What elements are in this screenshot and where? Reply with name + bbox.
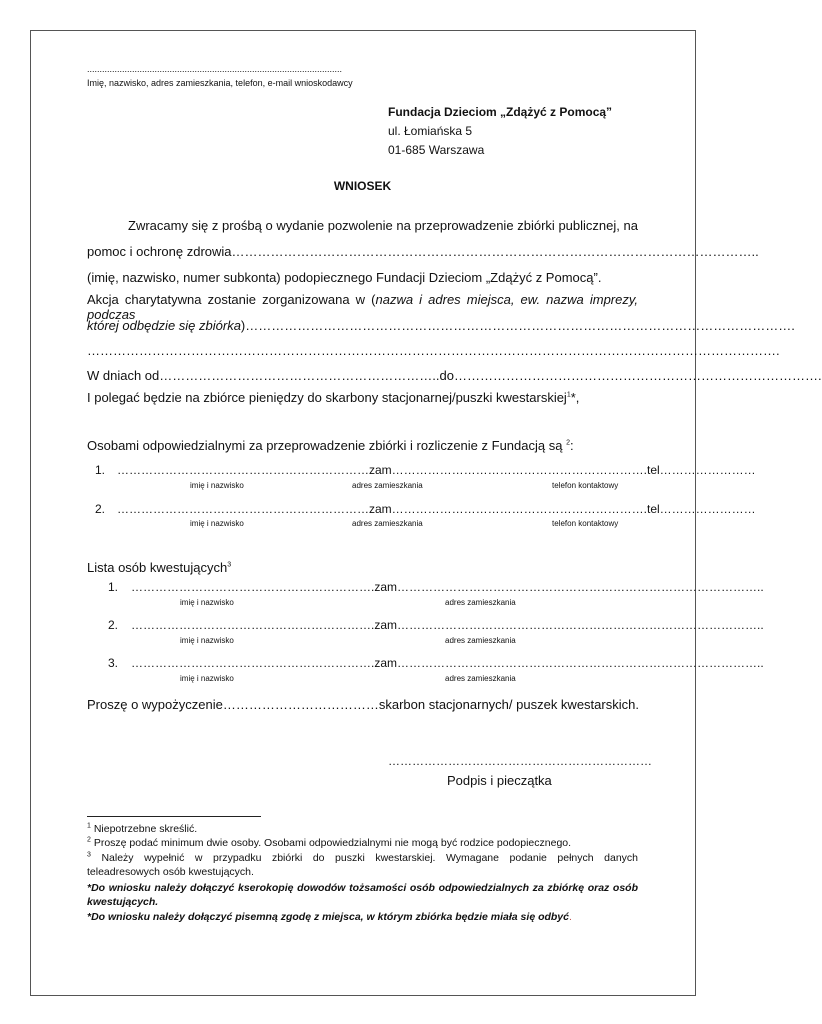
signature-label: Podpis i pieczątka	[447, 773, 552, 788]
body-line-5-text: )……………………………………………………………………………………………………………….	[240, 318, 795, 333]
body-line-4-text: Akcja charytatywna zostanie zorganizowana w (	[87, 292, 376, 307]
collector-row-3-num: 3.	[108, 656, 119, 670]
collector-row-1-label-name: imię i nazwisko	[180, 598, 234, 607]
collector-row-3-line: …………………………………………………….zam………………………………………………………………………………..	[131, 656, 764, 670]
responsible-row-1-line: ………………………………………………………zam……………………………………………………….tel……………………	[117, 463, 756, 477]
footnote-3-text: Należy wypełnić w przypadku zbiórki do puszki kwestarskiej. Wymagane podanie pełnych danych	[101, 852, 639, 864]
responsible-row-2-label-addr: adres zamieszkania	[352, 519, 423, 528]
body-line-8-end: *,	[570, 390, 580, 405]
collector-row-2-label-addr: adres zamieszkania	[445, 636, 516, 645]
footnote-3	[87, 851, 638, 865]
collectors-heading-text: Lista osób kwestujących	[87, 560, 228, 575]
loan-request: Proszę o wypożyczenie………………………………skarbon stacjonarnych/ puszek kwestarskich.	[87, 697, 639, 712]
collector-row-3-label-name: imię i nazwisko	[180, 674, 234, 683]
body-line-3: (imię, nazwisko, numer subkonta) podopiecznego Fundacji Dzieciom „Zdążyć z Pomocą”.	[87, 270, 602, 285]
collector-row-2-label-name: imię i nazwisko	[180, 636, 234, 645]
body-line-5	[87, 318, 795, 333]
page-title: WNIOSEK	[333, 179, 392, 193]
applicant-label: Imię, nazwisko, adres zamieszkania, telefon, e-mail wnioskodawcy	[87, 78, 353, 88]
body-line-4-italic: nazwa i adres miejsca, ew. nazwa imprezy, podczas	[87, 292, 639, 322]
responsible-row-1-num: 1.	[95, 463, 106, 477]
responsible-row-2-label-phone: telefon kontaktowy	[552, 519, 619, 528]
collector-row-1-line: …………………………………………………….zam………………………………………………………………………………..	[131, 580, 764, 594]
signature-dots: …………………………………………………………	[388, 754, 652, 768]
collector-row-2-line: …………………………………………………….zam………………………………………………………………………………..	[131, 618, 764, 632]
footnote-2-num: 2	[87, 836, 91, 844]
recipient-street: ul. Łomiańska 5	[388, 124, 473, 138]
attachment-note-2	[87, 910, 572, 924]
collectors-heading	[87, 560, 231, 575]
responsible-heading-end: :	[569, 438, 574, 453]
body-line-2: pomoc i ochronę zdrowia…………………………………………………………………………………………………………..	[87, 244, 759, 259]
footnote-ref-1: 1	[566, 391, 571, 399]
body-line-7: W dniach od………………………………………………………..do………………………………………………………………………….	[87, 368, 822, 383]
collector-row-1-num: 1.	[108, 580, 119, 594]
footnote-2	[87, 836, 571, 850]
body-line-6: …………………………………………………………………………………………………………………………………………….	[87, 343, 780, 358]
footnote-1	[87, 822, 197, 836]
recipient-name: Fundacja Dzieciom „Zdążyć z Pomocą”	[388, 105, 613, 119]
body-line-8-text: I polegać będzie na zbiórce pieniędzy do skarbony stacjonarnej/puszki kwestarskiej	[87, 390, 567, 405]
collector-row-2-num: 2.	[108, 618, 119, 632]
footnote-1-num: 1	[87, 822, 91, 830]
recipient-city: 01-685 Warszawa	[388, 143, 485, 157]
footnote-ref-2: 2	[566, 439, 570, 447]
body-line-5-italic: której odbędzie się zbiórka	[87, 318, 241, 333]
attachment-note-1-cont: kwestujących.	[87, 896, 159, 908]
footnote-separator	[87, 816, 261, 817]
responsible-row-1-label-addr: adres zamieszkania	[352, 481, 423, 490]
responsible-row-1-label-phone: telefon kontaktowy	[552, 481, 619, 490]
responsible-heading	[87, 438, 574, 453]
body-line-1: Zwracamy się z prośbą o wydanie pozwolenie na przeprowadzenie zbiórki publicznej, na	[128, 218, 638, 233]
responsible-row-2-line: ………………………………………………………zam……………………………………………………….tel……………………	[117, 502, 756, 516]
responsible-row-2-label-name: imię i nazwisko	[190, 519, 244, 528]
footnote-1-text: Niepotrzebne skreślić.	[93, 823, 198, 835]
attachment-note-2-end: .	[569, 911, 572, 923]
applicant-dots: ......................................................................................................	[87, 64, 343, 74]
collector-row-3-label-addr: adres zamieszkania	[445, 674, 516, 683]
responsible-row-2-num: 2.	[95, 502, 106, 516]
footnote-3-cont: teleadresowych osób kwestujących.	[87, 866, 254, 878]
body-line-8	[87, 390, 579, 405]
responsible-row-1-label-name: imię i nazwisko	[190, 481, 244, 490]
attachment-note-2-text: *Do wniosku należy dołączyć pisemną zgodę z miejsca, w którym zbiórka będzie miała się odbyć	[87, 911, 569, 923]
footnote-2-text: Proszę podać minimum dwie osoby. Osobami odpowiedzialnymi nie mogą być rodzice podopiecznego.	[93, 837, 572, 849]
attachment-note-1: *Do wniosku należy dołączyć kserokopię dowodów tożsamości osób odpowiedzialnych za zbiórkę oraz osób	[87, 882, 638, 894]
footnote-ref-3: 3	[227, 561, 232, 569]
footnote-3-num: 3	[87, 851, 91, 859]
responsible-heading-text: Osobami odpowiedzialnymi za przeprowadzenie zbiórki i rozliczenie z Fundacją są	[87, 438, 563, 453]
collector-row-1-label-addr: adres zamieszkania	[445, 598, 516, 607]
